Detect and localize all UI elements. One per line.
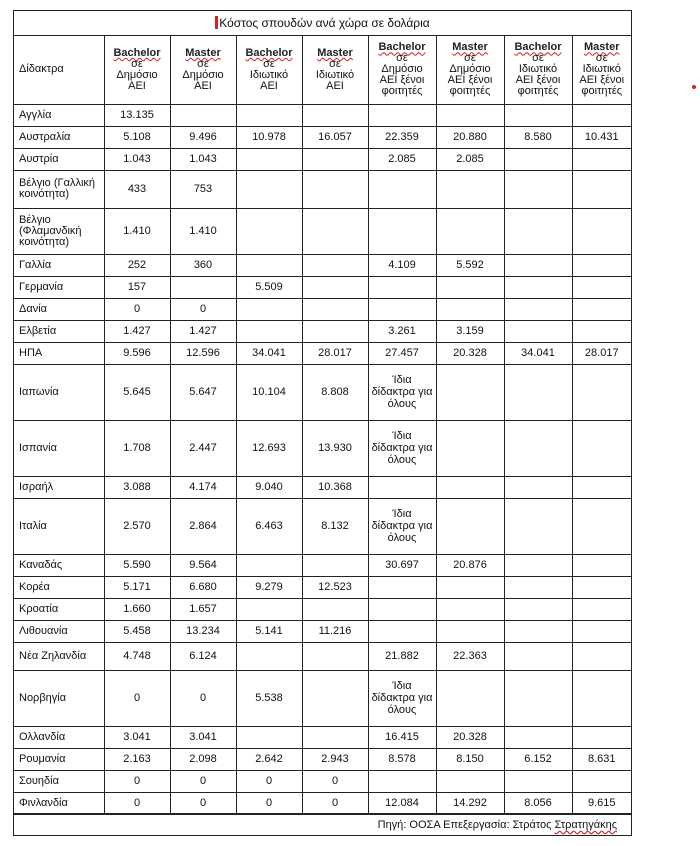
- country-cell: Γαλλία: [14, 254, 104, 276]
- column-desc-line: φοιτητές: [381, 85, 423, 98]
- value-cell: [170, 104, 236, 126]
- column-header-4: [302, 36, 368, 104]
- value-cell: [572, 298, 631, 320]
- value-cell: 1.410: [104, 208, 170, 254]
- value-cell: [436, 104, 504, 126]
- value-cell: [436, 170, 504, 208]
- table-row: [14, 554, 631, 576]
- table-row: [14, 148, 631, 170]
- column-desc-line: ΑΕΙ: [128, 79, 146, 92]
- value-cell: [302, 598, 368, 620]
- value-cell: 3.041: [170, 726, 236, 748]
- value-cell: 34.041: [504, 342, 572, 364]
- value-cell: [368, 598, 436, 620]
- country-cell: Ισπανία: [14, 420, 104, 476]
- value-cell: 6.463: [236, 498, 302, 554]
- value-cell: 20.876: [436, 554, 504, 576]
- value-cell: 22.363: [436, 642, 504, 670]
- value-cell: [504, 498, 572, 554]
- table-row: [14, 126, 631, 148]
- value-cell: 1.427: [104, 320, 170, 342]
- table-title-text: Κόστος σπουδών ανά χώρα σε δολάρια: [219, 16, 430, 30]
- country-rows: [14, 104, 631, 814]
- country-cell: Αγγλία: [14, 104, 104, 126]
- table-row: [14, 576, 631, 598]
- value-cell: [504, 770, 572, 792]
- value-cell: 9.040: [236, 476, 302, 498]
- value-cell: [368, 208, 436, 254]
- text-cursor-mark: [215, 16, 218, 29]
- value-cell: 0: [236, 792, 302, 814]
- country-cell: Ρουμανία: [14, 748, 104, 770]
- column-desc-line: σε: [532, 52, 544, 65]
- value-cell: 4.109: [368, 254, 436, 276]
- value-cell: [236, 726, 302, 748]
- country-cell: Νορβηγία: [14, 670, 104, 726]
- value-cell: 4.748: [104, 642, 170, 670]
- value-cell: 6.152: [504, 748, 572, 770]
- column-desc-line: σε: [263, 57, 275, 70]
- column-desc-line: ΑΕΙ ξένοι: [515, 74, 561, 87]
- country-cell: Ιταλία: [14, 498, 104, 554]
- value-cell: 0: [104, 770, 170, 792]
- value-cell: [368, 620, 436, 642]
- column-desc-line: Δημόσιο: [381, 63, 423, 76]
- value-cell: [368, 576, 436, 598]
- country-cell: Κροατία: [14, 598, 104, 620]
- value-cell: 252: [104, 254, 170, 276]
- value-cell: 5.458: [104, 620, 170, 642]
- table-row: [14, 254, 631, 276]
- value-cell: [572, 554, 631, 576]
- value-cell: [504, 148, 572, 170]
- value-cell: 12.523: [302, 576, 368, 598]
- column-level-label: Bachelor: [245, 46, 293, 59]
- value-cell: 20.328: [436, 342, 504, 364]
- value-cell: [504, 598, 572, 620]
- value-cell: 10.431: [572, 126, 631, 148]
- value-cell: 11.216: [302, 620, 368, 642]
- table-row: [14, 364, 631, 420]
- value-cell: 3.261: [368, 320, 436, 342]
- column-desc-line: φοιτητές: [449, 85, 491, 98]
- value-cell: [504, 170, 572, 208]
- column-desc-line: σε: [329, 57, 341, 70]
- column-header-8: [572, 36, 631, 104]
- value-cell: 8.631: [572, 748, 631, 770]
- value-cell: 5.592: [436, 254, 504, 276]
- value-cell: 2.447: [170, 420, 236, 476]
- value-cell: 20.880: [436, 126, 504, 148]
- value-cell: [504, 642, 572, 670]
- table-row: [14, 670, 631, 726]
- value-cell: 753: [170, 170, 236, 208]
- value-cell: [236, 642, 302, 670]
- value-cell: [302, 254, 368, 276]
- value-cell: 2.864: [170, 498, 236, 554]
- value-cell: 1.708: [104, 420, 170, 476]
- column-desc-line: σε: [595, 52, 608, 65]
- value-cell: 10.368: [302, 476, 368, 498]
- value-cell: 3.088: [104, 476, 170, 498]
- value-cell: 0: [236, 770, 302, 792]
- column-desc-line: Δημόσιο: [182, 68, 224, 81]
- value-cell: 16.415: [368, 726, 436, 748]
- column-level-label: Bachelor: [514, 41, 562, 54]
- table-row: [14, 420, 631, 476]
- value-cell: 0: [170, 770, 236, 792]
- value-cell: [302, 298, 368, 320]
- value-cell: 3.041: [104, 726, 170, 748]
- country-cell: Δανία: [14, 298, 104, 320]
- value-cell: [368, 104, 436, 126]
- value-cell: [572, 104, 631, 126]
- value-cell: 360: [170, 254, 236, 276]
- value-cell: 5.141: [236, 620, 302, 642]
- column-header-5: [368, 36, 436, 104]
- value-cell: 28.017: [572, 342, 631, 364]
- column-header-row: [14, 36, 631, 104]
- column-desc-line: ΑΕΙ: [194, 79, 212, 92]
- column-level-label: Master: [317, 46, 353, 59]
- column-desc-line: σε: [464, 52, 476, 65]
- value-cell: 1.043: [104, 148, 170, 170]
- column-desc-line: ΑΕΙ ξένοι: [379, 74, 425, 87]
- table-row: [14, 276, 631, 298]
- value-cell: 3.159: [436, 320, 504, 342]
- value-cell: [572, 276, 631, 298]
- country-cell: Ολλανδία: [14, 726, 104, 748]
- value-cell: 1.410: [170, 208, 236, 254]
- column-header-1: [104, 36, 170, 104]
- value-cell: [236, 208, 302, 254]
- value-cell: 5.108: [104, 126, 170, 148]
- value-cell: [572, 148, 631, 170]
- country-cell: Ελβετία: [14, 320, 104, 342]
- column-desc-line: Δημόσιο: [449, 63, 491, 76]
- value-cell: 13.930: [302, 420, 368, 476]
- value-cell: 10.978: [236, 126, 302, 148]
- country-cell: Βέλγιο (Φλαμανδική κοινότητα): [14, 208, 104, 254]
- country-cell: Ισραήλ: [14, 476, 104, 498]
- value-cell: 28.017: [302, 342, 368, 364]
- value-cell: 10.104: [236, 364, 302, 420]
- column-desc-line: Ιδιωτικό: [249, 68, 289, 81]
- column-desc-line: σε: [396, 52, 408, 65]
- value-cell: 2.570: [104, 498, 170, 554]
- value-cell: 433: [104, 170, 170, 208]
- value-cell: [170, 276, 236, 298]
- value-cell: 16.057: [302, 126, 368, 148]
- table-row: [14, 620, 631, 642]
- column-level-label: Master: [185, 46, 221, 59]
- value-cell: [572, 726, 631, 748]
- value-cell: 2.098: [170, 748, 236, 770]
- table-row: [14, 792, 631, 814]
- value-cell: [572, 170, 631, 208]
- value-cell: 5.171: [104, 576, 170, 598]
- column-desc-line: Ιδιωτικό: [582, 63, 621, 76]
- value-cell: 1.657: [170, 598, 236, 620]
- value-cell: 5.509: [236, 276, 302, 298]
- value-cell: [572, 620, 631, 642]
- value-cell: 0: [170, 298, 236, 320]
- value-cell: [504, 364, 572, 420]
- value-cell: 0: [302, 792, 368, 814]
- value-cell: 8.132: [302, 498, 368, 554]
- value-cell: [504, 298, 572, 320]
- value-cell: [504, 254, 572, 276]
- value-cell: [302, 642, 368, 670]
- value-cell: [302, 670, 368, 726]
- country-cell: Νέα Ζηλανδία: [14, 642, 104, 670]
- value-cell: [436, 770, 504, 792]
- value-cell: 2.163: [104, 748, 170, 770]
- value-cell: 22.359: [368, 126, 436, 148]
- table-row: [14, 170, 631, 208]
- value-cell: [504, 670, 572, 726]
- value-cell: 9.496: [170, 126, 236, 148]
- value-cell: [504, 104, 572, 126]
- value-cell: 14.292: [436, 792, 504, 814]
- country-cell: Βέλγιο (Γαλλική κοινότητα): [14, 170, 104, 208]
- value-cell: 1.660: [104, 598, 170, 620]
- column-desc-line: σε: [197, 57, 209, 70]
- value-cell: 5.590: [104, 554, 170, 576]
- value-cell: 5.645: [104, 364, 170, 420]
- value-cell: 8.150: [436, 748, 504, 770]
- value-cell: [572, 476, 631, 498]
- annotation-dot: [692, 85, 696, 89]
- value-cell: Ίδια δίδακτρα για όλους: [368, 420, 436, 476]
- value-cell: [504, 276, 572, 298]
- value-cell: 9.564: [170, 554, 236, 576]
- value-cell: 9.279: [236, 576, 302, 598]
- value-cell: Ίδια δίδακτρα για όλους: [368, 670, 436, 726]
- value-cell: [572, 254, 631, 276]
- value-cell: 8.578: [368, 748, 436, 770]
- value-cell: [436, 498, 504, 554]
- value-cell: Ίδια δίδακτρα για όλους: [368, 498, 436, 554]
- value-cell: [436, 208, 504, 254]
- value-cell: [572, 320, 631, 342]
- fees-column-header: Δίδακτρα: [14, 36, 104, 104]
- value-cell: [368, 276, 436, 298]
- column-header-2: [170, 36, 236, 104]
- value-cell: [504, 208, 572, 254]
- column-header-3: [236, 36, 302, 104]
- country-cell: Ιαπωνία: [14, 364, 104, 420]
- value-cell: [504, 420, 572, 476]
- table-row: [14, 498, 631, 554]
- value-cell: [436, 420, 504, 476]
- source-author-last: Στρατηγάκης: [554, 819, 617, 831]
- value-cell: [236, 598, 302, 620]
- value-cell: [368, 170, 436, 208]
- country-cell: Καναδάς: [14, 554, 104, 576]
- value-cell: [572, 364, 631, 420]
- value-cell: [572, 576, 631, 598]
- value-cell: [302, 320, 368, 342]
- value-cell: 27.457: [368, 342, 436, 364]
- value-cell: [504, 554, 572, 576]
- value-cell: 0: [104, 670, 170, 726]
- value-cell: 2.642: [236, 748, 302, 770]
- value-cell: 2.943: [302, 748, 368, 770]
- value-cell: Ίδια δίδακτρα για όλους: [368, 364, 436, 420]
- value-cell: [236, 170, 302, 208]
- value-cell: [572, 642, 631, 670]
- fees-table-sheet: [13, 10, 632, 836]
- value-cell: 6.680: [170, 576, 236, 598]
- value-cell: [236, 104, 302, 126]
- value-cell: [236, 148, 302, 170]
- value-cell: [572, 208, 631, 254]
- table-row: [14, 476, 631, 498]
- value-cell: [436, 476, 504, 498]
- country-cell: Αυστραλία: [14, 126, 104, 148]
- column-level-label: Bachelor: [113, 46, 161, 59]
- value-cell: [436, 670, 504, 726]
- value-cell: 0: [302, 770, 368, 792]
- value-cell: 12.084: [368, 792, 436, 814]
- country-cell: Γερμανία: [14, 276, 104, 298]
- value-cell: [236, 254, 302, 276]
- value-cell: 8.580: [504, 126, 572, 148]
- column-desc-line: ΑΕΙ ξένοι: [447, 74, 493, 87]
- value-cell: 12.596: [170, 342, 236, 364]
- table-title: [14, 11, 631, 36]
- value-cell: 5.538: [236, 670, 302, 726]
- value-cell: [302, 170, 368, 208]
- value-cell: [436, 364, 504, 420]
- value-cell: [436, 598, 504, 620]
- table-row: [14, 298, 631, 320]
- value-cell: [236, 554, 302, 576]
- table-row: [14, 726, 631, 748]
- value-cell: 13.234: [170, 620, 236, 642]
- column-header-6: [436, 36, 504, 104]
- value-cell: [504, 320, 572, 342]
- value-cell: 0: [104, 298, 170, 320]
- column-header-7: [504, 36, 572, 104]
- value-cell: [302, 104, 368, 126]
- value-cell: [572, 770, 631, 792]
- value-cell: [302, 276, 368, 298]
- source-note: [14, 813, 631, 835]
- country-cell: Σουηδία: [14, 770, 104, 792]
- value-cell: [572, 420, 631, 476]
- value-cell: [572, 498, 631, 554]
- column-desc-line: ΑΕΙ ξένοι: [579, 74, 625, 87]
- value-cell: 157: [104, 276, 170, 298]
- value-cell: 20.328: [436, 726, 504, 748]
- value-cell: 12.693: [236, 420, 302, 476]
- value-cell: [504, 576, 572, 598]
- column-level-label: Master: [584, 41, 620, 54]
- value-cell: [368, 476, 436, 498]
- value-cell: 2.085: [436, 148, 504, 170]
- column-desc-line: Δημόσιο: [116, 68, 158, 81]
- table-row: [14, 208, 631, 254]
- value-cell: 1.043: [170, 148, 236, 170]
- value-cell: 6.124: [170, 642, 236, 670]
- value-cell: [436, 576, 504, 598]
- column-desc-line: φοιτητές: [581, 85, 623, 98]
- value-cell: 1.427: [170, 320, 236, 342]
- column-level-label: Bachelor: [378, 41, 426, 54]
- value-cell: [504, 620, 572, 642]
- table-row: [14, 748, 631, 770]
- value-cell: [572, 670, 631, 726]
- country-cell: Φινλανδία: [14, 792, 104, 814]
- value-cell: [436, 276, 504, 298]
- fees-table: [14, 36, 631, 815]
- value-cell: 9.596: [104, 342, 170, 364]
- table-row: [14, 342, 631, 364]
- source-prefix: Πηγή: ΟΟΣΑ Επεξεργασία: Στράτος: [377, 819, 552, 831]
- table-row: [14, 104, 631, 126]
- column-desc-line: Ιδιωτικό: [315, 68, 355, 81]
- country-cell: Αυστρία: [14, 148, 104, 170]
- column-level-label: Master: [452, 41, 488, 54]
- value-cell: 0: [170, 670, 236, 726]
- value-cell: [302, 726, 368, 748]
- value-cell: [302, 208, 368, 254]
- value-cell: [572, 598, 631, 620]
- value-cell: 0: [104, 792, 170, 814]
- value-cell: [368, 298, 436, 320]
- value-cell: 8.808: [302, 364, 368, 420]
- value-cell: [504, 476, 572, 498]
- value-cell: 2.085: [368, 148, 436, 170]
- value-cell: 4.174: [170, 476, 236, 498]
- column-desc-line: ΑΕΙ: [326, 79, 344, 92]
- column-desc-line: σε: [131, 57, 143, 70]
- table-row: [14, 642, 631, 670]
- value-cell: 0: [170, 792, 236, 814]
- column-desc-line: Ιδιωτικό: [518, 63, 558, 76]
- table-row: [14, 770, 631, 792]
- column-desc-line: ΑΕΙ: [260, 79, 278, 92]
- value-cell: 13.135: [104, 104, 170, 126]
- value-cell: [368, 770, 436, 792]
- table-row: [14, 320, 631, 342]
- value-cell: [436, 620, 504, 642]
- value-cell: 8.056: [504, 792, 572, 814]
- column-desc-line: φοιτητές: [517, 85, 559, 98]
- value-cell: [302, 554, 368, 576]
- value-cell: 34.041: [236, 342, 302, 364]
- country-cell: Λιθουανία: [14, 620, 104, 642]
- value-cell: [302, 148, 368, 170]
- value-cell: [436, 298, 504, 320]
- value-cell: 21.882: [368, 642, 436, 670]
- value-cell: 5.647: [170, 364, 236, 420]
- value-cell: [236, 298, 302, 320]
- country-cell: Κορέα: [14, 576, 104, 598]
- value-cell: 9.615: [572, 792, 631, 814]
- value-cell: [504, 726, 572, 748]
- table-row: [14, 598, 631, 620]
- value-cell: [236, 320, 302, 342]
- country-cell: ΗΠΑ: [14, 342, 104, 364]
- value-cell: 30.697: [368, 554, 436, 576]
